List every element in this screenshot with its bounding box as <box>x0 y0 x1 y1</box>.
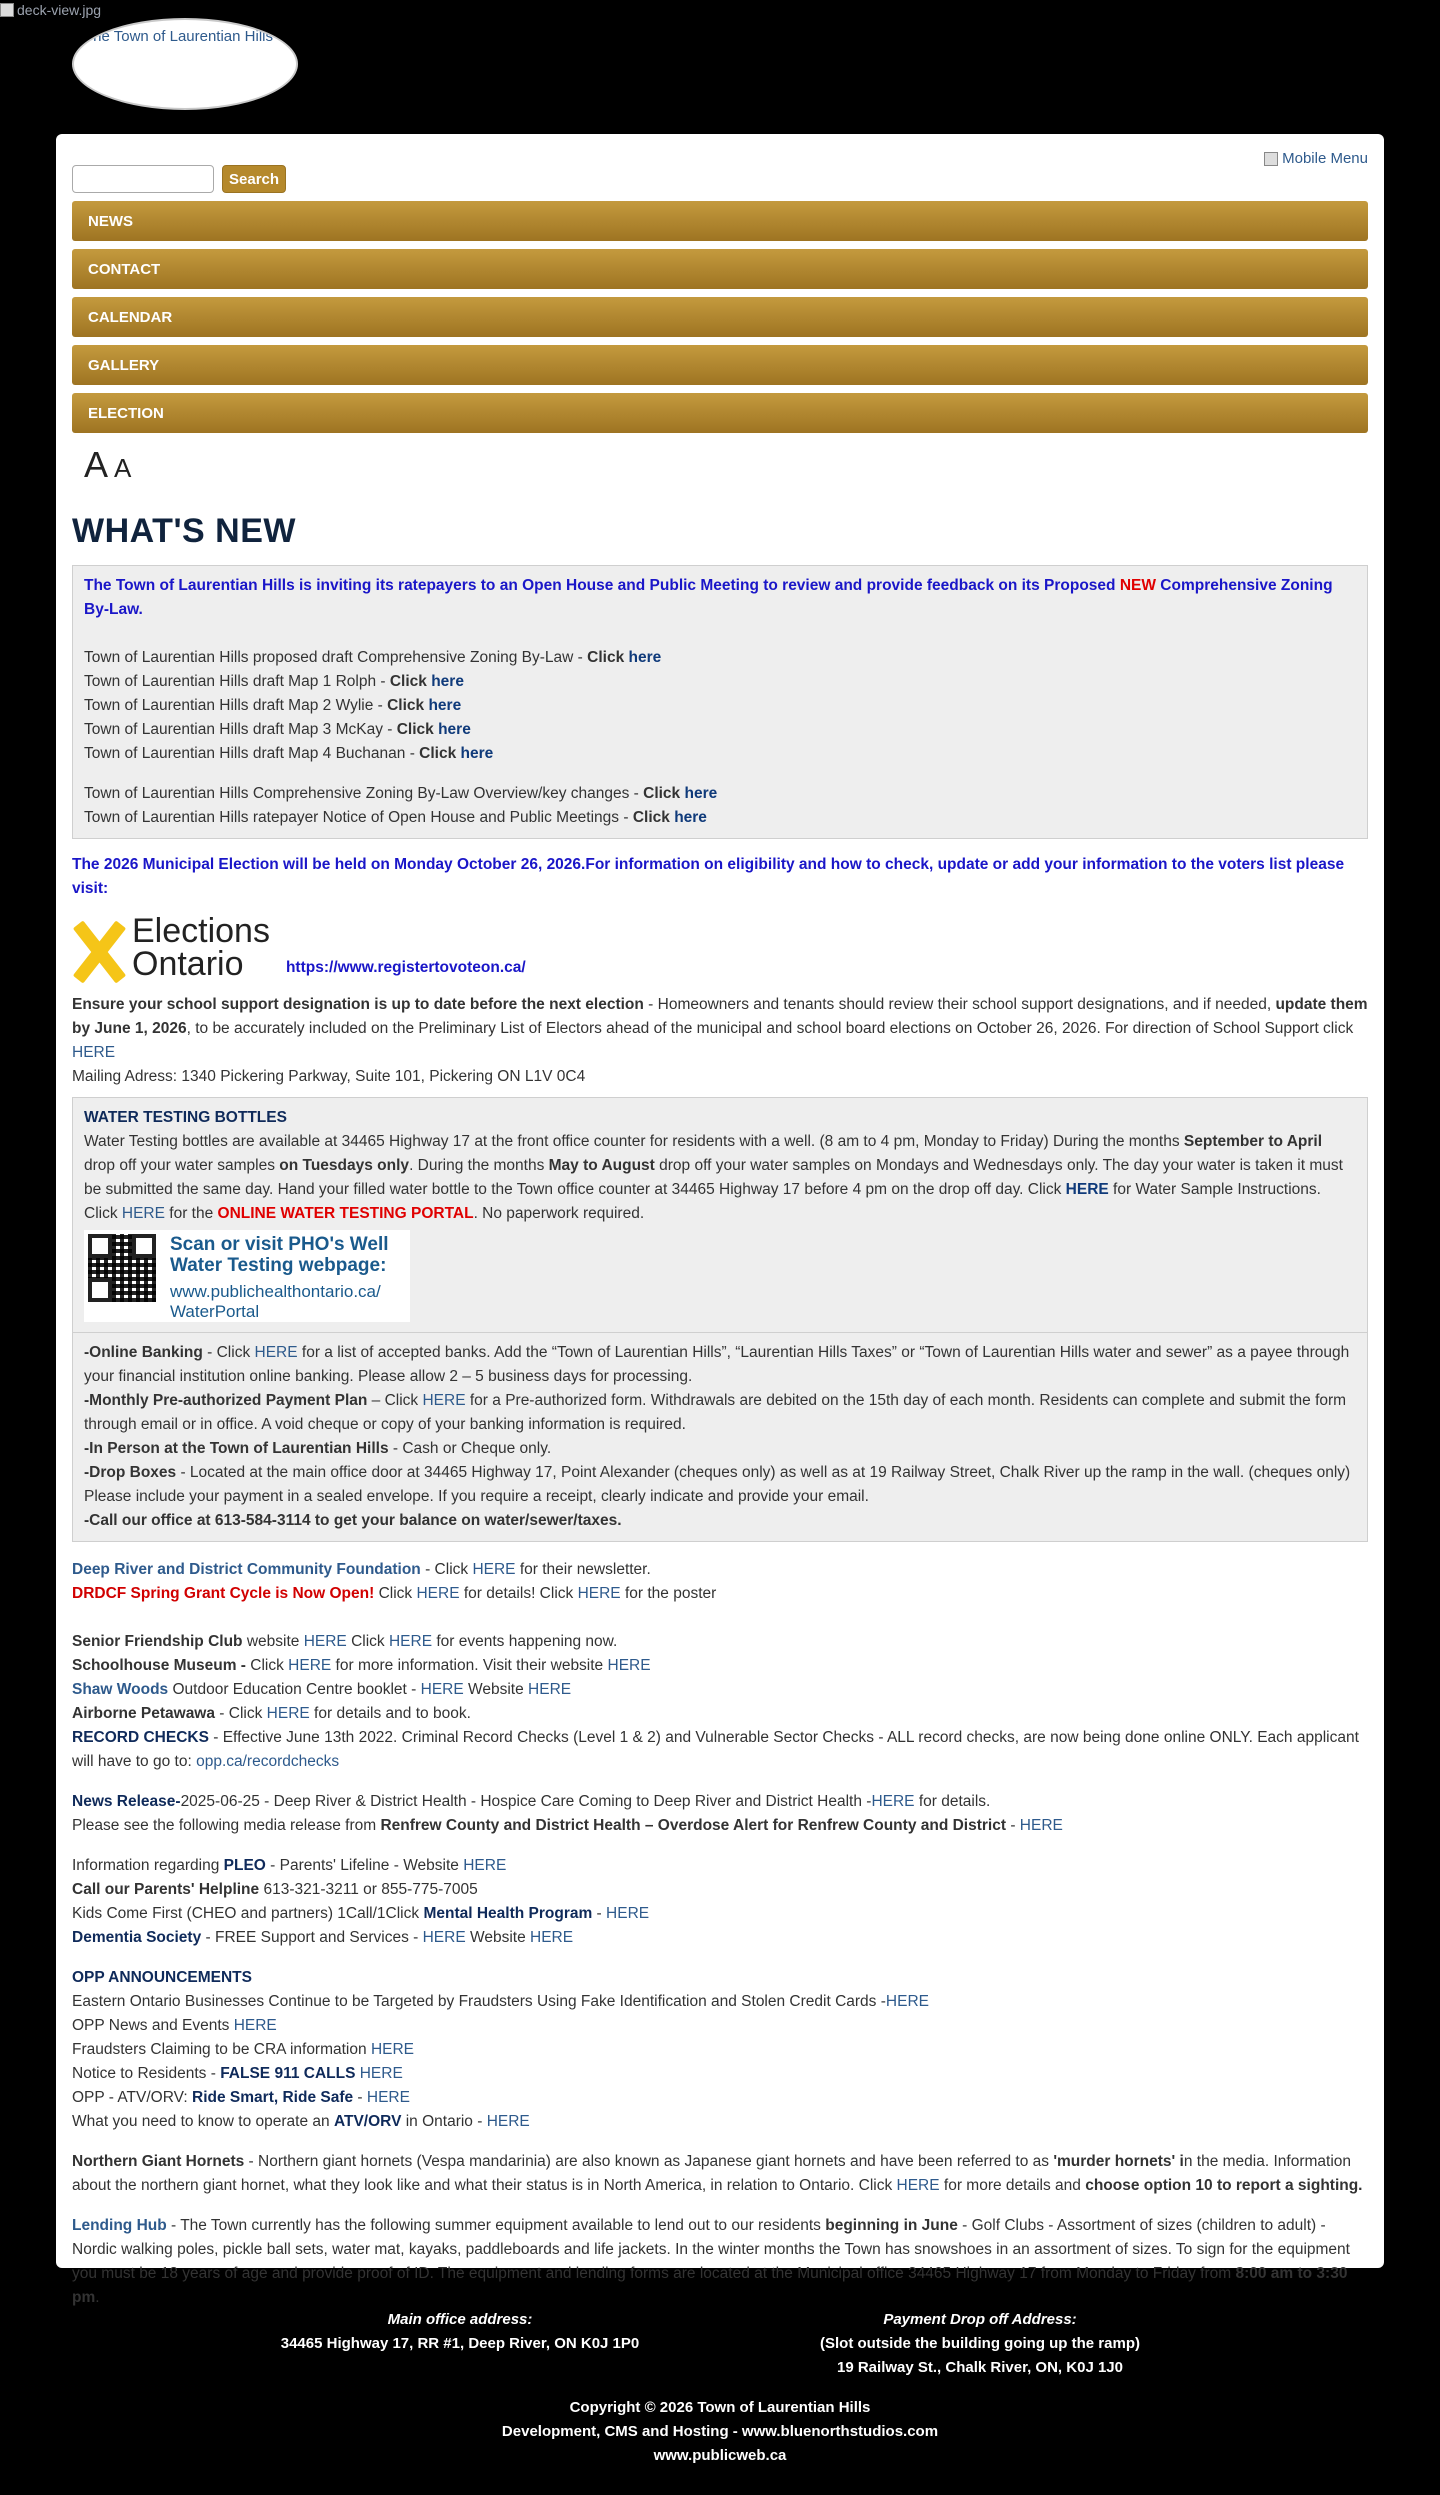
overdose-alert-link[interactable]: HERE <box>1019 1817 1063 1834</box>
dementia-services-link[interactable]: HERE <box>422 1929 466 1946</box>
footer-main-office: Main office address: 34465 Highway 17, RR #1, Deep River, ON K0J 1P0 <box>280 2311 640 2352</box>
kids-first-item: Kids Come First (CHEO and partners) 1Call/1Click Mental Health Program - HERE <box>72 1905 650 1922</box>
font-increase-button[interactable]: A <box>84 444 109 485</box>
qr-code-icon <box>88 1234 156 1302</box>
broken-image-icon <box>1264 152 1278 166</box>
mobile-menu-button[interactable]: Mobile Menu <box>1264 150 1368 167</box>
list-item: Town of Laurentian Hills ratepayer Notice of Open House and Public Meetings - Click here <box>84 809 707 826</box>
museum-website-link[interactable]: HERE <box>607 1657 651 1674</box>
nav-contact[interactable]: CONTACT <box>72 249 1368 289</box>
shaw-website-link[interactable]: HERE <box>528 1681 572 1698</box>
dementia-website-link[interactable]: HERE <box>530 1929 574 1946</box>
map2-link[interactable]: here <box>428 697 462 714</box>
shaw-woods-item: Shaw Woods Outdoor Education Centre booklet - HERE Website HERE <box>72 1681 572 1698</box>
news-content <box>72 512 1368 2310</box>
ride-safe-link[interactable]: HERE <box>366 2089 410 2106</box>
hospice-link[interactable]: HERE <box>871 1793 915 1810</box>
list-item: Town of Laurentian Hills draft Map 2 Wylie - Click here <box>84 697 462 714</box>
header-banner-image: deck-view.jpg <box>0 2 101 18</box>
drdcf-grant-item: DRDCF Spring Grant Cycle is Now Open! Click HERE for details! Click HERE for the poster <box>72 1585 717 1602</box>
airborne-item: Airborne Petawawa - Click HERE for details and to book. <box>72 1705 471 1722</box>
page-title: WHAT'S NEW <box>72 512 296 550</box>
list-item: Fraudsters Claiming to be CRA information HERE <box>72 2041 415 2058</box>
list-item: Town of Laurentian Hills Comprehensive Zoning By-Law Overview/key changes - Click here <box>84 785 718 802</box>
nav-gallery[interactable]: GALLERY <box>72 345 1368 385</box>
list-item: Notice to Residents - FALSE 911 CALLS HERE <box>72 2065 403 2082</box>
drop-box-item: -Drop Boxes - Located at the main office door at 34465 Highway 17, Point Alexander (cheques only) as well as at 19 Railway Street, Chalk River up the ramp in the wall. (cheques only) Please include your payment in a sealed envelope. If you require a receipt, clearly indicate and provide your email. <box>84 1464 1351 1505</box>
zoning-bylaw-link[interactable]: here <box>628 649 662 666</box>
water-instructions-link[interactable]: HERE <box>1065 1181 1109 1198</box>
call-office-item: -Call our office at 613-584-3114 to get your balance on water/sewer/taxes. <box>84 1512 622 1529</box>
atv-orv-link[interactable]: HERE <box>486 2113 530 2130</box>
online-banking-item: -Online Banking - Click HERE for a list of accepted banks. Add the “Town of Laurentian Hills”, “Laurentian Hills Taxes” or “Town of Laurentian Hills water and sewer” as a payee through your financial institution online banking. Please allow 2 – 5 business days for processing. <box>84 1344 1350 1385</box>
grant-details-link[interactable]: HERE <box>416 1585 460 1602</box>
search-button[interactable]: Search <box>222 165 286 193</box>
senior-website-link[interactable]: HERE <box>303 1633 347 1650</box>
in-person-item: -In Person at the Town of Laurentian Hills - Cash or Cheque only. <box>84 1440 552 1457</box>
developer-link[interactable]: Development, CMS and Hosting - www.bluenorthstudios.com <box>501 2423 939 2440</box>
map3-link[interactable]: here <box>438 721 471 738</box>
record-checks-link[interactable]: opp.ca/recordchecks <box>196 1753 340 1770</box>
pap-form-link[interactable]: HERE <box>422 1392 466 1409</box>
hornets-item: Northern Giant Hornets - Northern giant hornets (Vespa mandarinia) are also known as Japanese giant hornets and have been referred to as 'murder hornets' in the media. Information about the northern giant hornet, what they look like and what their status is in North America, in relation to Ontario. Click HERE for more details and choose option 10 to report a sighting. <box>72 2153 1363 2194</box>
list-item: OPP - ATV/ORV: Ride Smart, Ride Safe - HERE <box>72 2089 410 2106</box>
museum-info-link[interactable]: HERE <box>288 1657 332 1674</box>
list-item: What you need to know to operate an ATV/ORV in Ontario - HERE <box>72 2113 530 2130</box>
grant-poster-link[interactable]: HERE <box>577 1585 621 1602</box>
pap-item: -Monthly Pre-authorized Payment Plan – Click HERE for a Pre-authorized form. Withdrawals are debited on the 15th day of each month. Residents can complete and submit the form through email or in office. A void cheque or copy of your banking information is required. <box>84 1392 1347 1433</box>
font-decrease-button[interactable]: A <box>114 453 132 483</box>
senior-events-link[interactable]: HERE <box>388 1633 433 1650</box>
nav-election[interactable]: ELECTION <box>72 393 1368 433</box>
list-item: Eastern Ontario Businesses Continue to be Targeted by Fraudsters Using Fake Identification and Stolen Credit Cards -HERE <box>72 1993 929 2010</box>
search-input[interactable] <box>72 165 214 193</box>
water-testing-box <box>72 1097 1368 1333</box>
qr-card-text: Scan or visit PHO's Well Water Testing webpage: www.publichealthontario.ca/ WaterPortal <box>170 1234 389 1321</box>
elections-ontario-logo[interactable]: Elections Ontario <box>132 912 270 983</box>
water-testing-title: WATER TESTING BOTTLES <box>84 1109 287 1126</box>
list-item: Town of Laurentian Hills draft Map 3 McKay - Click here <box>84 721 471 738</box>
school-support-link[interactable]: HERE <box>72 1044 116 1061</box>
map4-link[interactable]: here <box>460 745 494 762</box>
cra-fraud-link[interactable]: HERE <box>370 2041 415 2058</box>
payment-options-box <box>72 1333 1368 1542</box>
list-item: Town of Laurentian Hills draft Map 1 Rolph - Click here <box>84 673 464 690</box>
record-checks-item: RECORD CHECKS - Effective June 13th 2022. Criminal Record Checks (Level 1 & 2) and Vulnerable Sector Checks - ALL record checks, are now being done online ONLY. Each applicant will have to go to: opp.ca/recordchecks <box>72 1729 1359 1770</box>
footer-payment-dropoff: Payment Drop off Address: (Slot outside the building going up the ramp) 19 Railway St., Chalk River, ON, K0J 1J0 <box>820 2311 1140 2376</box>
senior-club-item: Senior Friendship Club website HERE Click HERE for events happening now. <box>72 1633 618 1650</box>
fraud-cards-link[interactable]: HERE <box>885 1993 929 2010</box>
airborne-link[interactable]: HERE <box>266 1705 310 1722</box>
banks-list-link[interactable]: HERE <box>254 1344 298 1361</box>
overview-link[interactable]: here <box>684 785 718 802</box>
media-release-item: Please see the following media release from Renfrew County and District Health – Overdose Alert for Renfrew County and District - HERE <box>72 1817 1063 1834</box>
mental-health-link[interactable]: HERE <box>606 1905 650 1922</box>
dementia-item: Dementia Society - FREE Support and Services - HERE Website HERE <box>72 1929 574 1946</box>
nav-news[interactable]: NEWS <box>72 201 1368 241</box>
water-portal-link[interactable]: HERE <box>121 1205 165 1222</box>
mailing-address: Mailing Adress: 1340 Pickering Parkway, Suite 101, Pickering ON L1V 0C4 <box>72 1068 586 1085</box>
false-911-link[interactable]: HERE <box>359 2065 403 2082</box>
opp-news-link[interactable]: HERE <box>233 2017 277 2034</box>
copyright: Copyright © 2026 Town of Laurentian Hills <box>569 2399 871 2416</box>
register-to-vote-link[interactable]: https://www.registertovoteon.ca/ <box>285 959 526 976</box>
helpline-item: Call our Parents' Helpline 613-321-3211 or 855-775-7005 <box>72 1881 478 1898</box>
list-item: Town of Laurentian Hills draft Map 4 Buchanan - Click here <box>84 745 494 762</box>
zoning-intro: The Town of Laurentian Hills is inviting its ratepayers to an Open House and Public Meeting to review and provide feedback on its Proposed NEW Comprehensive Zoning By-Law. <box>84 577 1333 618</box>
pleo-website-link[interactable]: HERE <box>463 1857 507 1874</box>
main-content-panel <box>56 134 1384 2306</box>
news-release-item: News Release-2025-06-25 - Deep River & District Health - Hospice Care Coming to Deep River and District Health -HERE for details. <box>72 1793 991 1810</box>
list-item: OPP News and Events HERE <box>72 2017 277 2034</box>
pleo-item: Information regarding PLEO - Parents' Lifeline - Website HERE <box>72 1857 507 1874</box>
school-support-notice: Ensure your school support designation is up to date before the next election - Homeowners and tenants should review their school support designations, and if needed, update them by June 1, 2026, to be accurately included on the Preliminary List of Electors ahead of the municipal and school board elections on October 26, 2026. For direction of School Support click HERE <box>72 996 1368 1061</box>
publicweb-link[interactable]: www.publicweb.ca <box>653 2447 787 2464</box>
drdcf-item: Deep River and District Community Foundation - Click HERE for their newsletter. <box>72 1561 651 1578</box>
elections-ontario-x-icon <box>72 921 126 981</box>
list-item: Town of Laurentian Hills proposed draft Comprehensive Zoning By-Law - Click here <box>84 649 662 666</box>
town-logo[interactable]: The Town of Laurentian Hills <box>72 18 298 110</box>
museum-item: Schoolhouse Museum - Click HERE for more information. Visit their website HERE <box>72 1657 651 1674</box>
nav-calendar[interactable]: CALENDAR <box>72 297 1368 337</box>
main-nav <box>72 201 1368 441</box>
zoning-notice-box <box>72 565 1368 839</box>
opp-title: OPP ANNOUNCEMENTS <box>72 1969 252 1986</box>
drdcf-newsletter-link[interactable]: HERE <box>472 1561 516 1578</box>
hornets-link[interactable]: HERE <box>896 2177 940 2194</box>
lending-hub-item: Lending Hub - The Town currently has the following summer equipment available to lend out to our residents beginning in June - Golf Clubs - Assortment of sizes (children to adult) - Nordic walking poles, pickle ball sets, water mat, kayaks, paddleboards and life jackets. In the winter months the Town has snowshoes in an assortment of sizes. To sign for the equipment you must be 18 years of age and provide proof of ID. The equipment and lending forms are located at the Municipal office 34465 Highway 17 from Monday to Friday from 8:00 am to 3:30 pm. <box>72 2217 1350 2306</box>
site-header <box>0 0 1440 130</box>
broken-image-icon <box>0 3 14 17</box>
water-testing-text: Water Testing bottles are available at 34465 Highway 17 at the front office counter for residents with a well. (8 am to 4 pm, Monday to Friday) During the months September to April drop off your water samples on Tuesdays only. During the months May to August drop off your water samples on Mondays and Wednesdays only. The day your water is taken it must be submitted the same day. Hand your filled water bottle to the Town office counter at 34465 Highway 17 before 4 pm on the drop off day. Click HERE for Water Sample Instructions. Click HERE for the ONLINE WATER TESTING PORTAL. No paperwork required. <box>84 1133 1343 1222</box>
election-notice: The 2026 Municipal Election will be held on Monday October 26, 2026.For information on eligibility and how to check, update or add your information to the voters list please visit: <box>72 856 1345 897</box>
pho-water-portal-card[interactable] <box>84 1230 410 1322</box>
shaw-booklet-link[interactable]: HERE <box>420 1681 464 1698</box>
elections-ontario-block <box>72 912 1368 983</box>
footer-credits <box>0 2396 1440 2468</box>
search-form <box>72 165 286 193</box>
notice-link[interactable]: here <box>674 809 707 826</box>
font-size-controls <box>84 444 131 486</box>
map1-link[interactable]: here <box>431 673 464 690</box>
